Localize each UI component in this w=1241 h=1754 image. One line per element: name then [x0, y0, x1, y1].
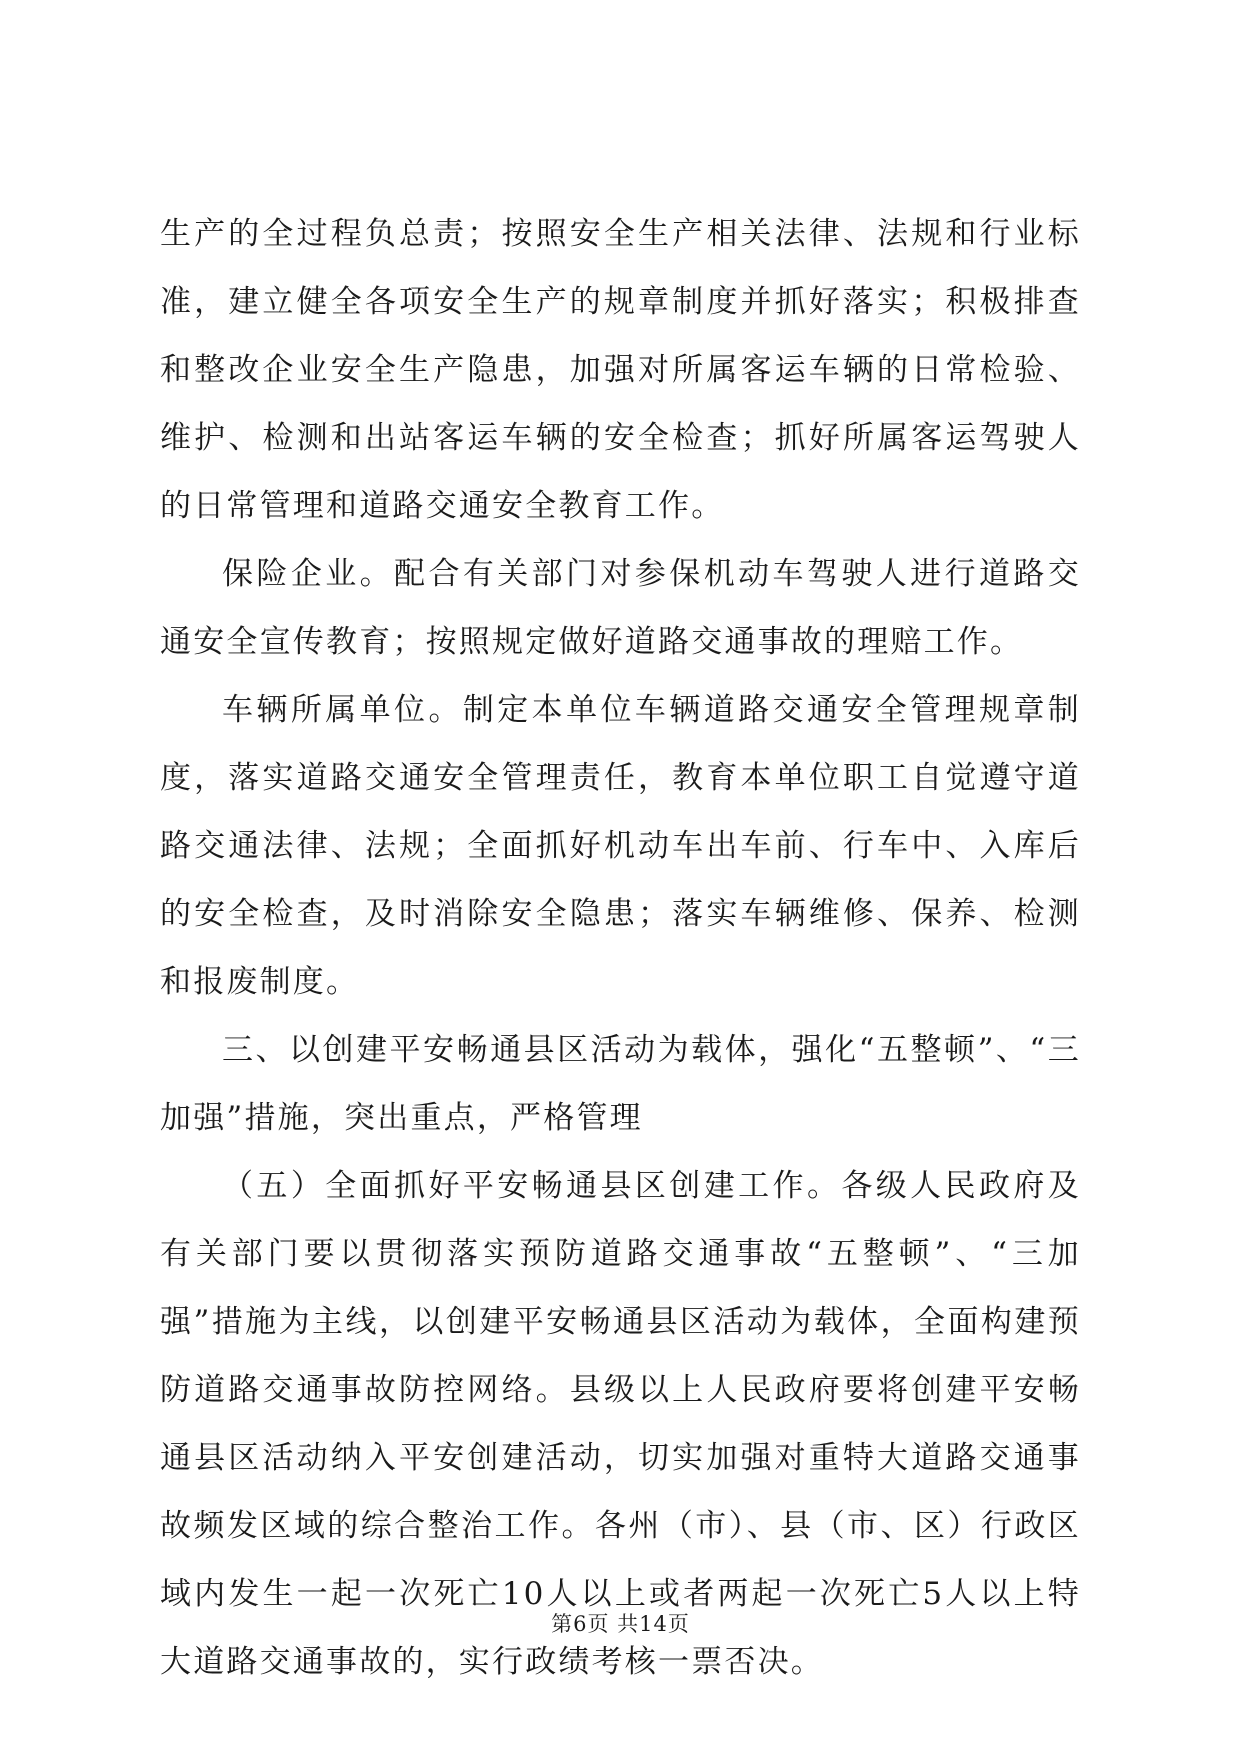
section-heading-3: 三、以创建平安畅通县区活动为载体，强化“五整顿”、“三加强”措施，突出重点，严格管理	[160, 1032, 1081, 1136]
paragraph-5: （五）全面抓好平安畅通县区创建工作。各级人民政府及有关部门要以贯彻落实预防道路交通事故“五整顿”、“三加强”措施为主线，以创建平安畅通县区活动为载体，全面构建预防道路交通事故防控网络。县级以上人民政府要将创建平安畅通县区活动纳入平安创建活动，切实加强对重特大道路交通事故频发区域的综合整治工作。各州（市）、县（市、区）行政区域内发生一起一次死亡10人以上或者两起一次死亡5人以上特大道路交通事故的，实行政绩考核一票否决。	[160, 1168, 1081, 1680]
paragraph-2: 保险企业。配合有关部门对参保机动车驾驶人进行道路交通安全宣传教育；按照规定做好道路交通事故的理赔工作。	[160, 556, 1081, 660]
document-body	[160, 200, 1081, 1696]
page-footer: 第6页 共14页	[551, 1612, 690, 1636]
paragraph-3: 车辆所属单位。制定本单位车辆道路交通安全管理规章制度，落实道路交通安全管理责任，教育本单位职工自觉遵守道路交通法律、法规；全面抓好机动车出车前、行车中、入库后的安全检查，及时消除安全隐患；落实车辆维修、保养、检测和报废制度。	[160, 692, 1081, 1000]
paragraph-1: 生产的全过程负总责；按照安全生产相关法律、法规和行业标准，建立健全各项安全生产的规章制度并抓好落实；积极排查和整改企业安全生产隐患，加强对所属客运车辆的日常检验、维护、检测和出站客运车辆的安全检查；抓好所属客运驾驶人的日常管理和道路交通安全教育工作。	[160, 216, 1081, 524]
